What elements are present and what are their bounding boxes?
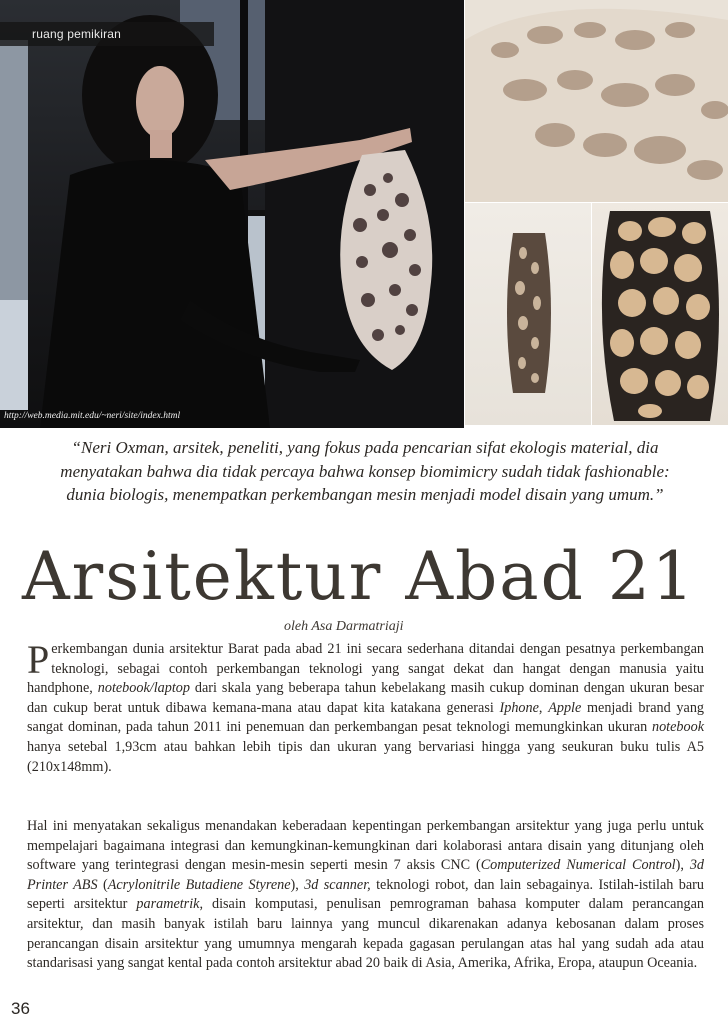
paragraph-text: ), <box>675 857 690 874</box>
emphasis-text: 3d scanner, <box>304 876 371 893</box>
page-number: 36 <box>11 999 30 1018</box>
body-paragraph-2 <box>27 817 704 974</box>
vase-small-illustration <box>465 203 591 425</box>
vase-photo-small <box>465 203 591 425</box>
vase-photo-large <box>592 203 728 425</box>
byline: oleh Asa Darmatriaji <box>284 619 404 634</box>
paragraph-text: , <box>538 699 549 716</box>
paragraph-text: Hal ini menyatakan sekaligus menandakan keberadaan kepentingan perkembangan arsitektur yang juga perlu untuk mempelajari bagaimana integrasi dan kemungkinan-kemungkinan dari kolaborasi antara disain yang ditunjang oleh software yang terintegrasi dengan mesin-mesin seperti mesin 7 aksis CNC ( <box>27 818 704 874</box>
emphasis-text: parametrik <box>136 896 200 913</box>
emphasis-text: Computerized Numerical Control <box>480 857 676 874</box>
pull-quote: “Neri Oxman, arsitek, peneliti, yang fokus pada pencarian sifat ekologis material, dia menyatakan bahwa dia tidak percaya bahwa konsep biomimicry sudah tidak fashionable: dunia biologis, menempatkan perkembangan mesin menjadi model disain yang umum.” <box>60 438 670 504</box>
photo-credit: http://web.media.mit.edu/~neri/site/index.html <box>4 411 181 421</box>
paragraph-text: menjadi brand yang sangat dominan, pada tahun 2011 ini penemuan dan perkembangan pesat teknologi memungkinkan ukuran <box>27 699 705 736</box>
paragraph-text: ), <box>290 876 305 893</box>
vase-large-illustration <box>592 203 728 425</box>
emphasis-text: notebook <box>651 719 704 736</box>
emphasis-text: 3d Printer ABS <box>27 857 704 893</box>
drop-cap: P <box>27 637 50 682</box>
emphasis-text: Apple <box>548 699 582 716</box>
paragraph-text: , disain komputasi, penulisan pemrograman bahasa komputer dalam perancangan arsitektur, dan masih banyak istilah baru lainnya yang muncul dikarenakan adanya kebosanan dalam proses perancangan disain arsitektur yang umumnya mengarah kepada gagasan perulangan atas hal yang sudah ada atau standarisasi yang sangat kental pada contoh arsitektur abad 20 baik di Asia, Amerika, Afrika, Eropa, ataupun Oceania. <box>27 896 704 972</box>
emphasis-text: Iphone <box>499 699 539 716</box>
section-label: ruang pemikiran <box>0 22 214 46</box>
emphasis-text: Acrylonitrile Butadiene Styrene <box>107 876 291 893</box>
body-paragraph-1 <box>27 637 705 777</box>
paragraph-text: dari skala yang beberapa tahun kebelakang masih cukup dominan dengan ukuran besar dan cukup berat untuk dibawa kemana-mana atau dapat kita katakana generasi <box>27 680 704 716</box>
emphasis-text: notebook/laptop <box>97 680 190 697</box>
paragraph-text: ( <box>97 876 108 893</box>
paragraph-text: teknologi robot, dan lain sebagainya. Istilah-istilah baru seperti arsitektur <box>27 876 704 913</box>
structure-photo <box>465 0 728 202</box>
feature-photo <box>0 0 464 428</box>
structure-illustration <box>465 0 728 202</box>
paragraph-text: erkembangan dunia arsitektur Barat pada abad 21 ini secara sederhana ditandai dengan pesatnya perkembangan teknologi, sebagai contoh perkembangan teknologi yang sangat dekat dan hangat dengan manusia yaitu handphone, <box>27 641 704 697</box>
article-title: Arsitektur Abad 21 <box>22 538 696 615</box>
photo-illustration <box>0 0 464 428</box>
paragraph-text: hanya setebal 1,93cm atau bahkan lebih tipis dan ukuran yang bervariasi hingga yang seukuran buku tulis A5 (210x148mm). <box>27 738 704 775</box>
